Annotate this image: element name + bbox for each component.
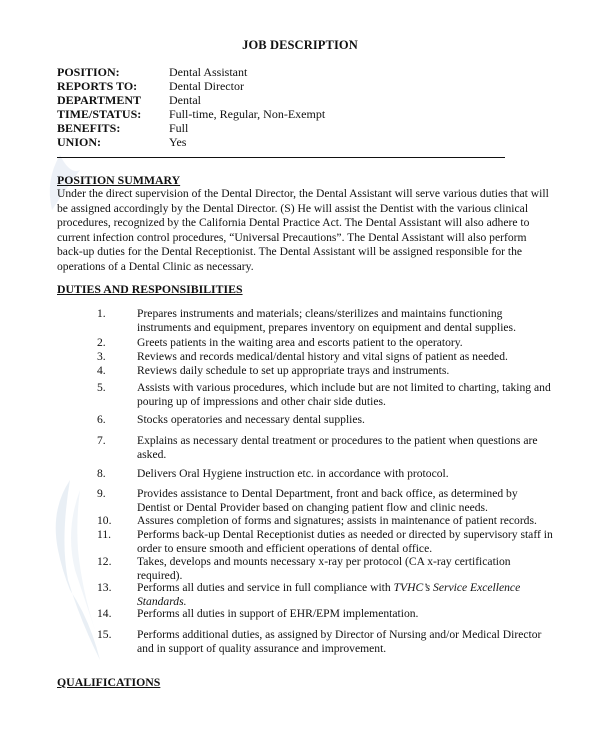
duty-text: Performs back-up Dental Receptionist duties as needed or directed by supervisory staff in bbox=[137, 528, 553, 541]
position-summary-text bbox=[57, 187, 557, 275]
duty-text: Stocks operatories and necessary dental supplies. bbox=[137, 413, 365, 426]
duty-number: 11. bbox=[97, 528, 112, 541]
duty-text: required). bbox=[137, 569, 183, 583]
info-label: DEPARTMENT bbox=[57, 93, 142, 107]
info-row-position bbox=[57, 65, 325, 79]
duty-number: 7. bbox=[97, 434, 106, 447]
duty-number: 2. bbox=[97, 336, 106, 349]
info-value: Dental Assistant bbox=[169, 65, 248, 79]
duty-number: 6. bbox=[97, 413, 106, 426]
duty-number: 10. bbox=[97, 514, 112, 527]
duty-number: 12. bbox=[97, 555, 112, 568]
duty-text: Takes, develops and mounts necessary x-ray per protocol (CA x-ray certification bbox=[137, 555, 511, 568]
summary-line: back-up duties for the Dental Receptionist. The Dental Assistant will be assigned responsible for the bbox=[57, 245, 523, 259]
duty-text: pouring up of impressions and other chair side duties. bbox=[137, 395, 386, 409]
duty-text: Reviews daily schedule to set up appropriate trays and instruments. bbox=[137, 364, 450, 377]
duty-text: instruments and equipment, prepares inventory on equipment and dental supplies. bbox=[137, 321, 516, 335]
position-summary-heading: POSITION SUMMARY bbox=[57, 173, 181, 187]
duty-text: and in support of quality assurance and improvement. bbox=[137, 642, 387, 656]
service-standards-title: TVHC’s Service Excellence bbox=[393, 581, 521, 594]
duty-number: 14. bbox=[97, 607, 112, 620]
summary-line: procedures, recognized by the California Dental Practice Act. The Dental Assistant will also adhere to bbox=[57, 216, 530, 230]
duty-number: 15. bbox=[97, 628, 112, 641]
duty-number: 5. bbox=[97, 381, 106, 394]
info-label: UNION: bbox=[57, 135, 101, 149]
duty-text: Performs all duties in support of EHR/EPM implementation. bbox=[137, 607, 419, 620]
duty-text: Greets patients in the waiting area and escorts patient to the operatory. bbox=[137, 336, 463, 349]
summary-line: current infection control procedures, “Universal Precautions”. The Dental Assistant will also perform bbox=[57, 230, 527, 244]
info-value: Yes bbox=[169, 135, 187, 149]
info-value: Dental bbox=[169, 93, 201, 107]
duty-text: Explains as necessary dental treatment or procedures to the patient when questions are bbox=[137, 434, 538, 447]
duty-text: Delivers Oral Hygiene instruction etc. in accordance with protocol. bbox=[137, 467, 449, 480]
duty-text bbox=[137, 581, 567, 595]
info-row-union bbox=[57, 135, 325, 149]
duty-text: Dentist or Dental Provider based on changing patient flow and clinic needs. bbox=[137, 501, 488, 515]
info-value: Dental Director bbox=[169, 79, 244, 93]
info-label: BENEFITS: bbox=[57, 121, 121, 135]
duty-text: order to ensure smooth and efficient operations of dental office. bbox=[137, 542, 433, 556]
position-info-block bbox=[57, 65, 325, 149]
duty-text: Assists with various procedures, which include but are not limited to charting, taking and bbox=[137, 381, 551, 394]
info-label: TIME/STATUS: bbox=[57, 107, 142, 121]
summary-line: operations of a Dental Clinic as necessary. bbox=[57, 259, 254, 273]
info-row-benefits bbox=[57, 121, 325, 135]
document-title: JOB DESCRIPTION bbox=[242, 38, 358, 52]
info-row-time-status bbox=[57, 107, 325, 121]
duties-heading: DUTIES AND RESPONSIBILITIES bbox=[57, 282, 243, 296]
duty-number: 3. bbox=[97, 350, 106, 363]
duty-number: 8. bbox=[97, 467, 106, 480]
info-label: REPORTS TO: bbox=[57, 79, 138, 93]
info-value: Full bbox=[169, 121, 189, 135]
info-row-department bbox=[57, 93, 325, 107]
duty-text: Performs additional duties, as assigned by Director of Nursing and/or Medical Director bbox=[137, 628, 542, 641]
duty-number: 4. bbox=[97, 364, 106, 377]
duty-text: Provides assistance to Dental Department, front and back office, as determined by bbox=[137, 487, 518, 500]
summary-line: Under the direct supervision of the Dental Director, the Dental Assistant will serve various duties that will bbox=[57, 187, 549, 200]
duty-number: 1. bbox=[97, 307, 106, 320]
duty-number: 9. bbox=[97, 487, 106, 500]
duty-number: 13. bbox=[97, 581, 112, 594]
duty-text: Assures completion of forms and signatures; assists in maintenance of patient records. bbox=[137, 514, 537, 527]
info-label: POSITION: bbox=[57, 65, 120, 79]
duty-text: Prepares instruments and materials; cleans/sterilizes and maintains functioning bbox=[137, 307, 503, 320]
horizontal-divider bbox=[57, 157, 505, 158]
service-standards-title-cont: Standards. bbox=[137, 595, 187, 609]
duty-text: asked. bbox=[137, 448, 167, 462]
qualifications-heading: QUALIFICATIONS bbox=[57, 675, 161, 689]
info-value: Full-time, Regular, Non-Exempt bbox=[169, 107, 326, 121]
duty-text: Reviews and records medical/dental history and vital signs of patient as needed. bbox=[137, 350, 508, 363]
duty-text-prefix: Performs all duties and service in full compliance with bbox=[137, 581, 394, 594]
info-row-reports-to bbox=[57, 79, 325, 93]
summary-line: be assigned accordingly by the Dental Director. (S) He will assist the Dentist with the various clinical bbox=[57, 201, 529, 215]
